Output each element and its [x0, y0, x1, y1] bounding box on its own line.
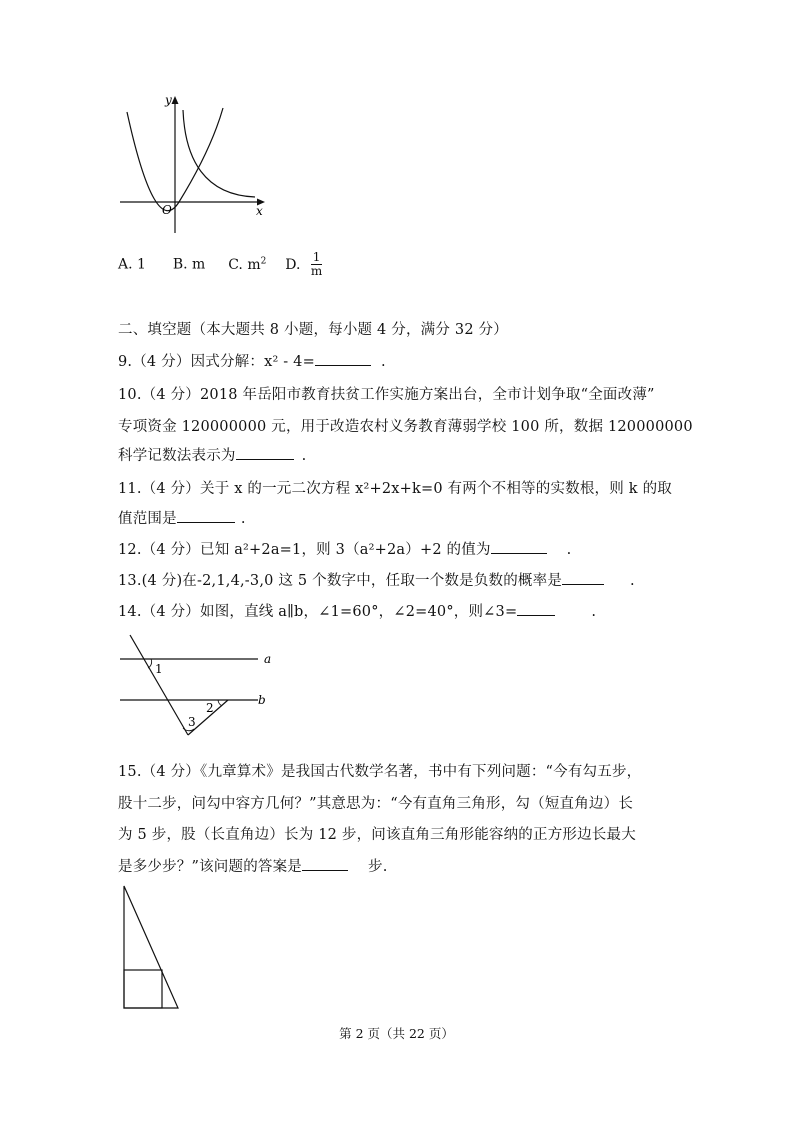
right-triangle-square-figure [120, 884, 190, 1014]
question-10-line3: 科学记数法表示为 . [118, 444, 306, 465]
label-a: a [264, 652, 272, 666]
answer-blank[interactable] [177, 508, 235, 523]
question-15-line2: 股十二步，问勾中容方几何？”其意思为：“今有直角三角形，勾（短直角边）长 [118, 796, 634, 812]
question-9: 9.（4 分）因式分解：x² ‑ 4= . [118, 350, 386, 371]
option-d: D. $\frac{1}{m}$ [285, 250, 323, 278]
question-11-line2: 值范围是 . [118, 507, 246, 528]
answer-blank[interactable] [236, 445, 294, 460]
answer-blank[interactable] [517, 601, 555, 616]
y-axis-label: y [165, 93, 172, 107]
q8-options [118, 251, 322, 278]
answer-blank[interactable] [315, 351, 371, 366]
option-b: B. m [172, 256, 206, 273]
label-b: b [258, 693, 266, 707]
fraction-denominator: m [310, 264, 323, 278]
x-axis-label: x [256, 204, 263, 218]
option-a: A. 1 [118, 256, 146, 273]
page-footer: 第 2 页（共 22 页） [339, 1026, 454, 1041]
option-c: C. $m^2$ [228, 255, 267, 273]
question-15-line4: 是多少步？”该问题的答案是 步. [118, 855, 388, 876]
angle-3-label: 3 [188, 715, 196, 729]
angle-1-label: 1 [155, 662, 163, 676]
fraction-numerator: 1 [312, 250, 321, 264]
question-11-line1: 11.（4 分）关于 x 的一元二次方程 x²+2x+k=0 有两个不相等的实数根，则 k 的取 [118, 481, 672, 497]
right-triangle [124, 886, 178, 1008]
origin-label: O [162, 203, 172, 217]
question-12: 12.（4 分）已知 a²+2a=1，则 3（a²+2a）+2 的值为 . [118, 538, 571, 559]
question-14: 14.（4 分）如图，直线 a∥b，∠1=60°，∠2=40°，则∠3= . [118, 600, 596, 621]
angle-2-arc [218, 700, 222, 706]
section-title: 二、填空题（本大题共 8 小题，每小题 4 分，满分 32 分） [118, 322, 508, 338]
question-10-line2: 专项资金 120000000 元，用于改造农村义务教育薄弱学校 100 所，数据 120000000 [118, 419, 693, 435]
question-10-line1: 10.（4 分）2018 年岳阳市教育扶贫工作实施方案出台，全市计划争取“全面改薄” [118, 387, 655, 403]
function-graph [115, 90, 275, 240]
answer-blank[interactable] [562, 570, 604, 585]
question-15-line3: 为 5 步，股（长直角边）长为 12 步，问该直角三角形能容纳的正方形边长最大 [118, 827, 636, 843]
transversal-1 [130, 635, 188, 735]
angle-2-label: 2 [206, 701, 214, 715]
question-15-line1: 15.（4 分）《九章算术》是我国古代数学名著，书中有下列问题：“今有勾五步， [118, 764, 642, 780]
answer-blank[interactable] [302, 856, 348, 871]
inscribed-square [124, 970, 162, 1008]
question-13: 13.(4 分)在‑2,1,4,‑3,0 这 5 个数字中，任取一个数是负数的概率是 . [118, 569, 635, 590]
answer-blank[interactable] [491, 539, 547, 554]
y-axis-arrow [172, 96, 179, 104]
hyperbola-curve [183, 110, 255, 197]
parallel-lines-figure [118, 632, 288, 742]
